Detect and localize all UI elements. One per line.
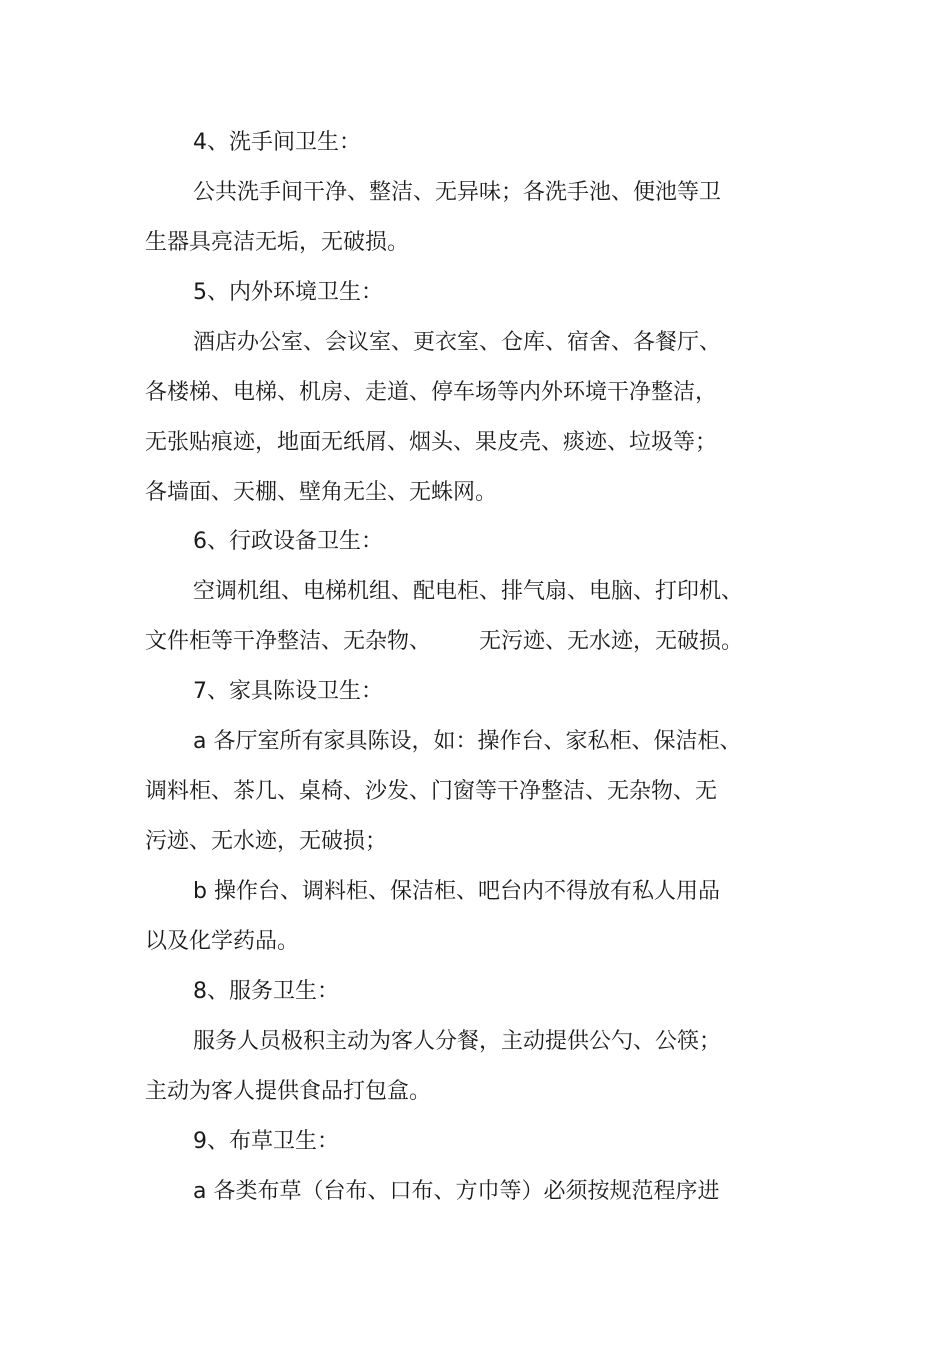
paragraph-line: b 操作台、调料柜、保洁柜、吧台内不得放有私人用品 xyxy=(193,879,720,904)
paragraph-line: 各楼梯、电梯、机房、走道、停车场等内外环境干净整洁， xyxy=(145,380,718,405)
paragraph-line: a 各厅室所有家具陈设，如：操作台、家私柜、保洁柜、 xyxy=(193,729,742,754)
paragraph-line: 空调机组、电梯机组、配电柜、排气扇、电脑、打印机、 xyxy=(193,579,744,604)
paragraph-line xyxy=(145,627,743,657)
paragraph-fragment: 无污迹、无水迹，无破损。 xyxy=(479,629,744,654)
paragraph-line: 生器具亮洁无垢，无破损。 xyxy=(145,230,410,255)
heading-4-restroom: 4、洗手间卫生： xyxy=(193,130,361,155)
paragraph-line: 无张贴痕迹，地面无纸屑、烟头、果皮壳、痰迹、垃圾等； xyxy=(145,430,718,455)
heading-6-equipment: 6、行政设备卫生： xyxy=(193,529,383,554)
heading-9-linen: 9、布草卫生： xyxy=(193,1129,339,1154)
paragraph-line: 以及化学药品。 xyxy=(145,929,300,954)
paragraph-line: 酒店办公室、会议室、更衣室、仓库、宿舍、各餐厅、 xyxy=(193,330,722,355)
paragraph-line: a 各类布草（台布、口布、方巾等）必须按规范程序进 xyxy=(193,1179,720,1204)
paragraph-line: 主动为客人提供食品打包盒。 xyxy=(145,1079,432,1104)
paragraph-line: 公共洗手间干净、整洁、无异味；各洗手池、便池等卫 xyxy=(193,180,722,205)
heading-5-environment: 5、内外环境卫生： xyxy=(193,280,383,305)
paragraph-line: 污迹、无水迹，无破损； xyxy=(145,829,388,854)
heading-7-furniture: 7、家具陈设卫生： xyxy=(193,679,383,704)
paragraph-fragment: 文件柜等干净整洁、无杂物、 xyxy=(145,629,432,654)
heading-8-service: 8、服务卫生： xyxy=(193,979,339,1004)
paragraph-line: 服务人员极积主动为客人分餐，主动提供公勺、公筷； xyxy=(193,1029,722,1054)
paragraph-line: 各墙面、天棚、壁角无尘、无蛛网。 xyxy=(145,480,498,505)
paragraph-line: 调料柜、茶几、桌椅、沙发、门窗等干净整洁、无杂物、无 xyxy=(145,779,718,804)
